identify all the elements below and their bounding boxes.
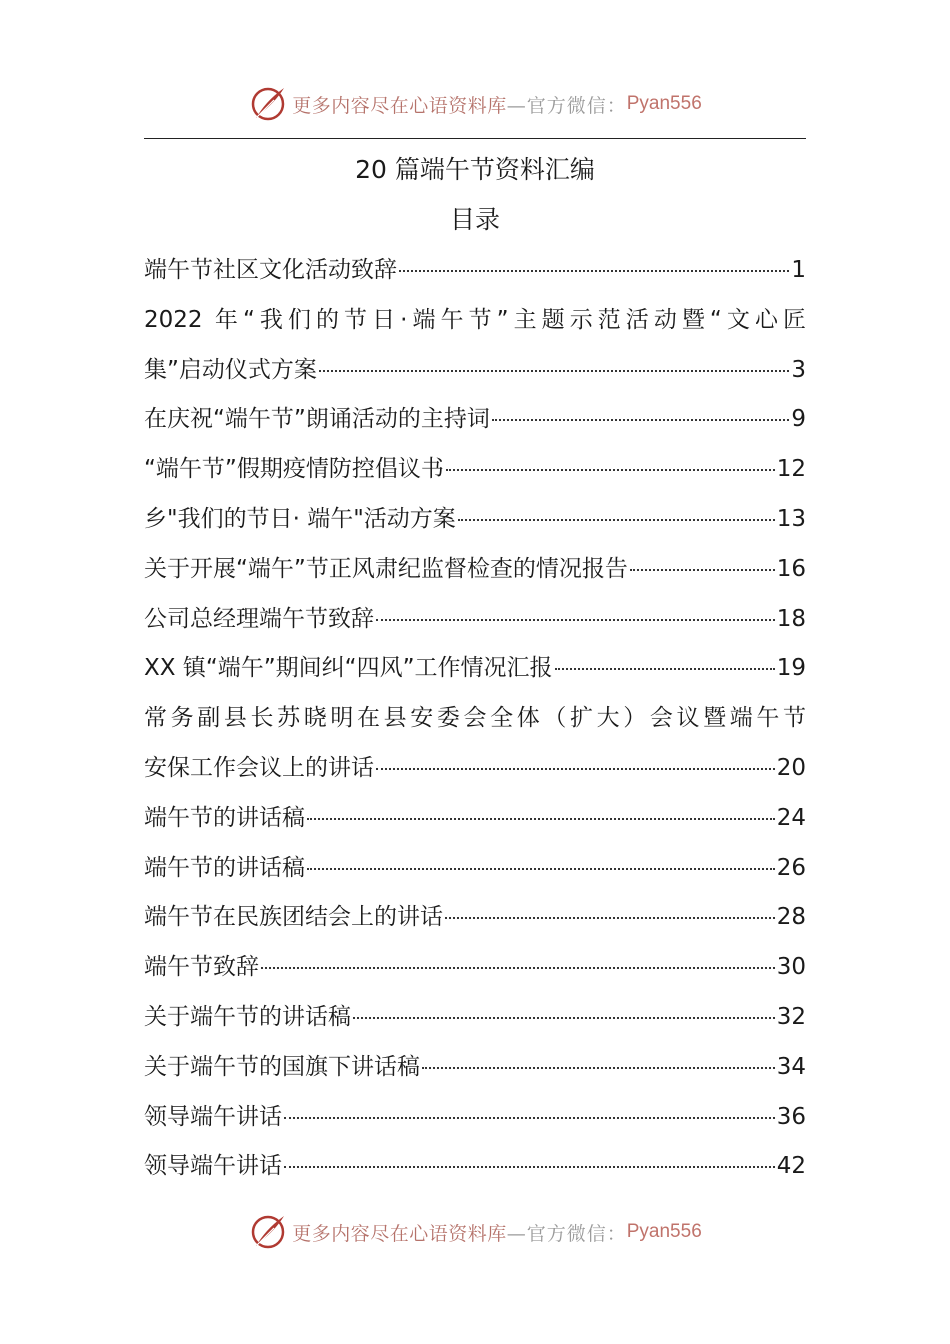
- dot-leader: [458, 519, 775, 521]
- toc-entry[interactable]: [144, 495, 806, 545]
- toc-entry-page: 18: [776, 605, 806, 632]
- toc-entry-title: 在庆祝“端午节”朗诵活动的主持词: [144, 406, 490, 433]
- toc-entry[interactable]: [144, 1142, 806, 1192]
- toc-entry-page: 30: [776, 954, 806, 981]
- toc-entry[interactable]: [144, 694, 806, 744]
- toc-entry-page: 1: [791, 257, 806, 283]
- toc-entry-title-line1: 常务副县长苏晓明在县安委会全体（扩大）会议暨端午节: [144, 705, 806, 732]
- toc-entry-page: 36: [776, 1103, 806, 1130]
- toc-entry-page: 13: [776, 505, 806, 532]
- toc-entry[interactable]: [144, 943, 806, 993]
- dot-leader: [261, 967, 775, 969]
- toc-entry-title: 领导端午讲话: [144, 1103, 282, 1130]
- toc-entry-title: 乡"我们的节日· 端午"活动方案: [144, 505, 456, 532]
- footer-official-label: —官方微信：: [506, 1222, 627, 1245]
- dot-leader: [492, 419, 790, 421]
- dot-leader: [399, 270, 789, 272]
- dot-leader: [284, 1166, 775, 1168]
- dot-leader: [446, 469, 775, 471]
- toc-entry[interactable]: [144, 595, 806, 645]
- toc-entry[interactable]: [144, 794, 806, 844]
- toc-entry-title: 端午节的讲话稿: [144, 804, 305, 831]
- dot-leader: [353, 1017, 775, 1019]
- toc-entry[interactable]: [144, 545, 806, 595]
- toc-entry-title: 端午节社区文化活动致辞: [144, 257, 397, 283]
- toc-entry[interactable]: [144, 993, 806, 1043]
- header-banner: [0, 82, 950, 126]
- toc-heading: 目录: [449, 205, 500, 234]
- toc-entry-title: 安保工作会议上的讲话: [144, 754, 374, 781]
- toc-entry-page: 16: [776, 555, 806, 582]
- toc-entry[interactable]: [144, 1043, 806, 1093]
- toc-entry-page: 19: [776, 655, 806, 682]
- toc-entry-title: 关于端午节的讲话稿: [144, 1003, 351, 1030]
- toc-entry-title: 公司总经理端午节致辞: [144, 605, 374, 632]
- toc-entry[interactable]: [144, 246, 806, 296]
- dot-leader: [319, 370, 789, 372]
- toc-entry-page: 42: [776, 1153, 806, 1180]
- toc-entry-title: “端午节”假期疫情防控倡议书: [144, 456, 444, 483]
- toc-entry-title: 端午节的讲话稿: [144, 854, 305, 881]
- toc-entry[interactable]: [144, 395, 806, 445]
- table-of-contents: [144, 246, 806, 1192]
- dot-leader: [422, 1067, 775, 1069]
- toc-entry[interactable]: [144, 1093, 806, 1143]
- toc-entry[interactable]: [144, 644, 806, 694]
- toc-entry-continuation[interactable]: [144, 744, 806, 794]
- header-slogan: 更多内容尽在心语资料库: [292, 94, 507, 117]
- dot-leader: [445, 917, 775, 919]
- dot-leader: [307, 868, 775, 870]
- dot-leader: [376, 619, 775, 621]
- toc-entry[interactable]: [144, 445, 806, 495]
- toc-entry-page: 12: [776, 456, 806, 483]
- toc-entry-title: 端午节致辞: [144, 954, 259, 981]
- toc-entry-continuation[interactable]: [144, 346, 806, 396]
- header-wechat-id: Pyan556: [626, 93, 702, 114]
- toc-entry[interactable]: [144, 296, 806, 346]
- toc-entry-page: 32: [776, 1003, 806, 1030]
- toc-entry-title-line1: 2022 年“我们的节日·端午节”主题示范活动暨“文心匠: [144, 306, 806, 333]
- document-title: 20 篇端午节资料汇编: [355, 155, 595, 184]
- toc-entry-page: 28: [776, 904, 806, 931]
- footer-wechat-id: Pyan556: [626, 1221, 702, 1242]
- toc-entry-page: 3: [791, 356, 806, 383]
- header-divider: [144, 138, 806, 139]
- toc-entry-title: 关于端午节的国旗下讲话稿: [144, 1053, 420, 1080]
- toc-entry-title: 端午节在民族团结会上的讲话: [144, 904, 443, 931]
- dot-leader: [284, 1117, 775, 1119]
- toc-entry-title: 关于开展“端午”节正风肃纪监督检查的情况报告: [144, 555, 628, 582]
- toc-entry-page: 26: [776, 854, 806, 881]
- toc-entry-page: 34: [776, 1053, 806, 1080]
- toc-entry[interactable]: [144, 893, 806, 943]
- toc-entry-title: XX 镇“端午”期间纠“四风”工作情况汇报: [144, 655, 553, 682]
- toc-entry[interactable]: [144, 844, 806, 894]
- toc-entry-title: 领导端午讲话: [144, 1153, 282, 1180]
- dot-leader: [376, 768, 775, 770]
- footer-banner: [0, 1210, 950, 1254]
- footer-slogan: 更多内容尽在心语资料库: [292, 1222, 507, 1245]
- dot-leader: [307, 818, 775, 820]
- toc-entry-page: 24: [776, 804, 806, 831]
- quill-logo-icon: [248, 1212, 288, 1252]
- toc-entry-page: 9: [791, 406, 806, 433]
- dot-leader: [555, 668, 775, 670]
- toc-entry-title: 集”启动仪式方案: [144, 356, 317, 383]
- toc-entry-page: 20: [776, 754, 806, 781]
- header-official-label: —官方微信：: [506, 94, 627, 117]
- quill-logo-icon: [248, 84, 288, 124]
- dot-leader: [630, 569, 775, 571]
